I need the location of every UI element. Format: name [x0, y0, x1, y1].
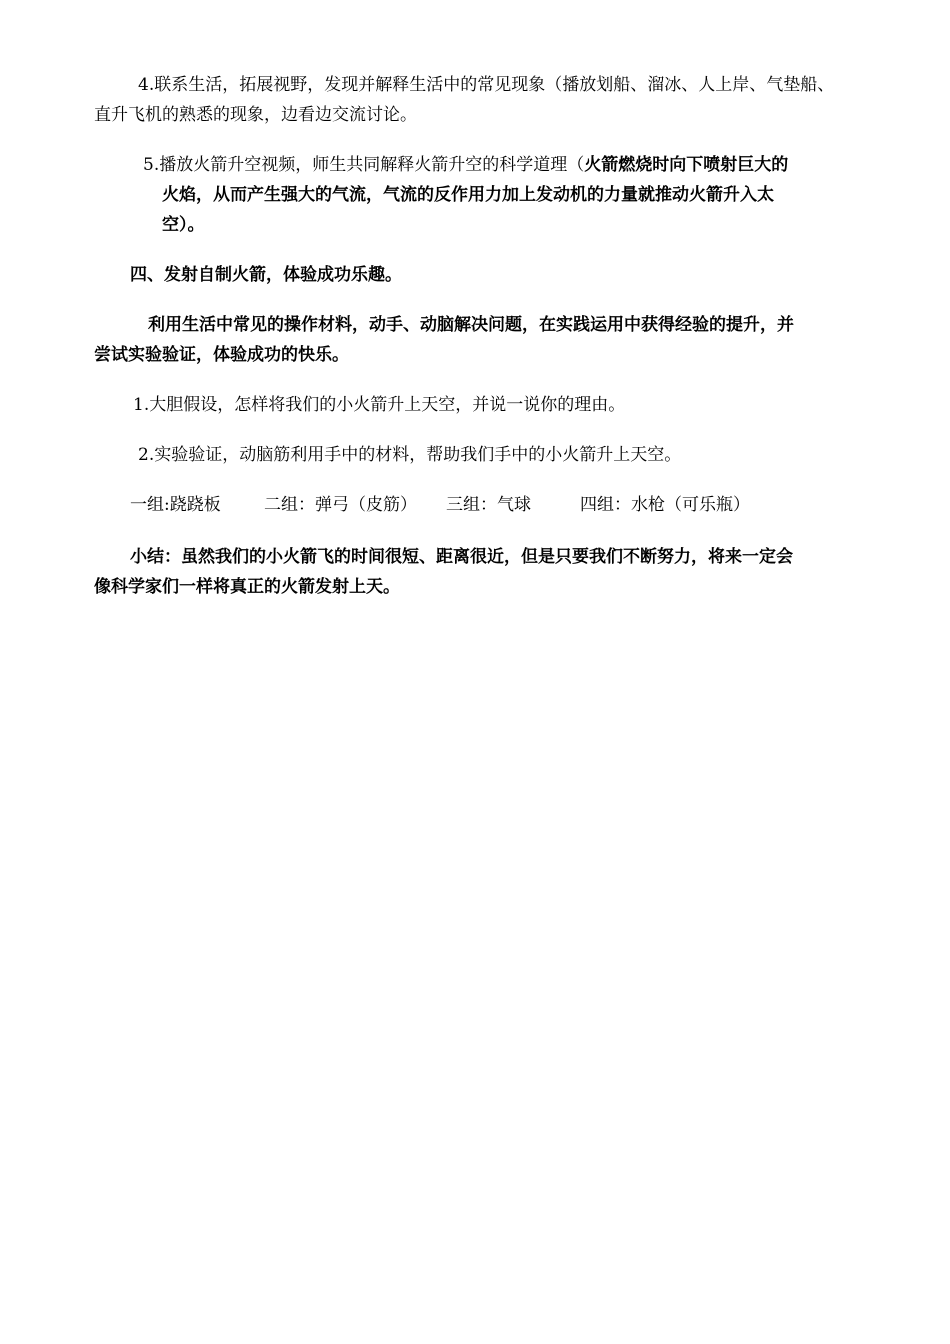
group-1: 一组:跷跷板: [130, 495, 221, 515]
item-5-intro-text: 5.播放火箭升空视频，师生共同解释火箭升空的科学道理（: [143, 155, 585, 175]
item-5-line-3: 空）。: [162, 215, 205, 235]
item-4-line-1: 4.联系生活，拓展视野，发现并解释生活中的常见现象（播放划船、溜冰、人上岸、气垫船、: [138, 75, 835, 95]
item-5-line-2: 火焰，从而产生强大的气流，气流的反作用力加上发动机的力量就推动火箭升入太: [162, 185, 774, 205]
section-4-heading: 四、发射自制火箭，体验成功乐趣。: [130, 265, 402, 285]
section-4-intro-line-2: 尝试实验验证，体验成功的快乐。: [94, 345, 349, 365]
summary-line-2: 像科学家们一样将真正的火箭发射上天。: [94, 577, 400, 597]
item-4-line-2: 直升飞机的熟悉的现象，边看边交流讨论。: [94, 105, 417, 125]
group-2: 二组：弹弓（皮筋）: [264, 495, 417, 515]
step-2: 2.实验验证，动脑筋利用手中的材料，帮助我们手中的小火箭升上天空。: [138, 445, 682, 465]
section-4-intro-line-1: 利用生活中常见的操作材料，动手、动脑解决问题，在实践运用中获得经验的提升，并: [148, 315, 794, 335]
summary-line-1: 小结：虽然我们的小火箭飞的时间很短、距离很近，但是只要我们不断努力，将来一定会: [130, 547, 793, 567]
step-1: 1.大胆假设，怎样将我们的小火箭升上天空，并说一说你的理由。: [133, 395, 626, 415]
item-5-line-1: [143, 153, 788, 177]
item-5-bold-text-1: 火箭燃烧时向下喷射巨大的: [584, 155, 789, 175]
group-4: 四组：水枪（可乐瓶）: [580, 495, 750, 515]
group-3: 三组：气球: [446, 495, 531, 515]
groups-row: [130, 493, 750, 517]
